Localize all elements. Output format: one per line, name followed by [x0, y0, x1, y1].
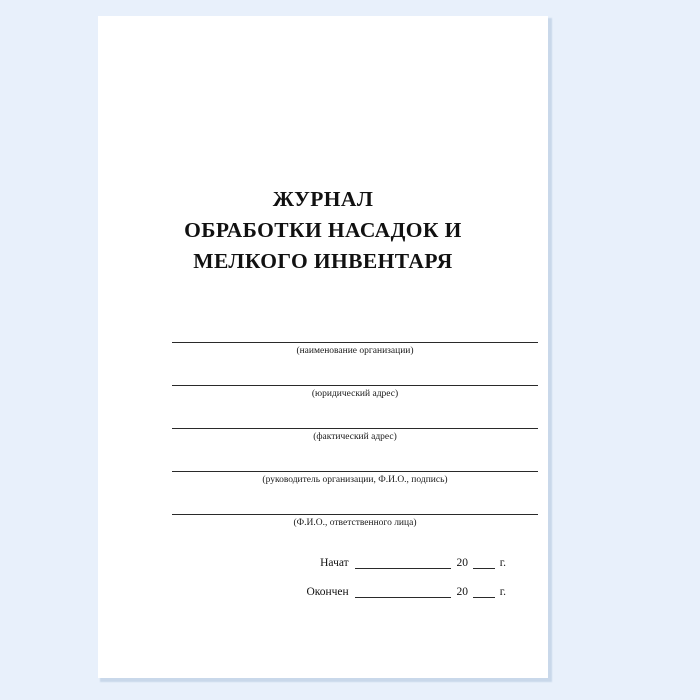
- field-responsible-person: [172, 500, 538, 529]
- document-page: [98, 16, 548, 678]
- field-responsible-person-caption: (Ф.И.О., ответственного лица): [293, 518, 417, 528]
- field-legal-address-input[interactable]: [172, 371, 538, 386]
- date-finished-day-month-input[interactable]: [355, 585, 451, 598]
- field-actual-address-input[interactable]: [172, 414, 538, 429]
- title-line-2: ОБРАБОТКИ НАСАДОК И: [184, 218, 462, 242]
- title-line-3: МЕЛКОГО ИНВЕНТАРЯ: [193, 249, 453, 273]
- field-organization-name-caption: (наименование организации): [296, 346, 414, 356]
- date-started-year-prefix: 20: [456, 557, 468, 569]
- date-fields: [236, 556, 506, 614]
- organization-fields: [172, 328, 538, 543]
- field-head-of-organization-input[interactable]: [172, 457, 538, 472]
- date-finished-year-suffix: г.: [499, 586, 506, 598]
- date-started-year-input[interactable]: [473, 556, 495, 569]
- date-started-day-month-input[interactable]: [355, 556, 451, 569]
- date-finished-label: Окончен: [306, 586, 349, 598]
- date-finished-year-prefix: 20: [456, 586, 468, 598]
- date-started-year-suffix: г.: [499, 557, 506, 569]
- date-started-row: [236, 556, 506, 569]
- date-started-label: Начат: [320, 557, 349, 569]
- title-line-1: ЖУРНАЛ: [272, 187, 374, 211]
- date-finished-year-input[interactable]: [473, 585, 495, 598]
- field-legal-address-caption: (юридический адрес): [311, 389, 399, 399]
- field-organization-name-input[interactable]: [172, 328, 538, 343]
- date-finished-row: [236, 585, 506, 598]
- field-actual-address: [172, 414, 538, 443]
- field-legal-address: [172, 371, 538, 400]
- field-responsible-person-input[interactable]: [172, 500, 538, 515]
- field-actual-address-caption: (фактический адрес): [313, 432, 397, 442]
- field-head-of-organization-caption: (руководитель организации, Ф.И.О., подпись): [262, 475, 448, 485]
- field-head-of-organization: [172, 457, 538, 486]
- field-organization-name: [172, 328, 538, 357]
- document-title: [98, 184, 548, 277]
